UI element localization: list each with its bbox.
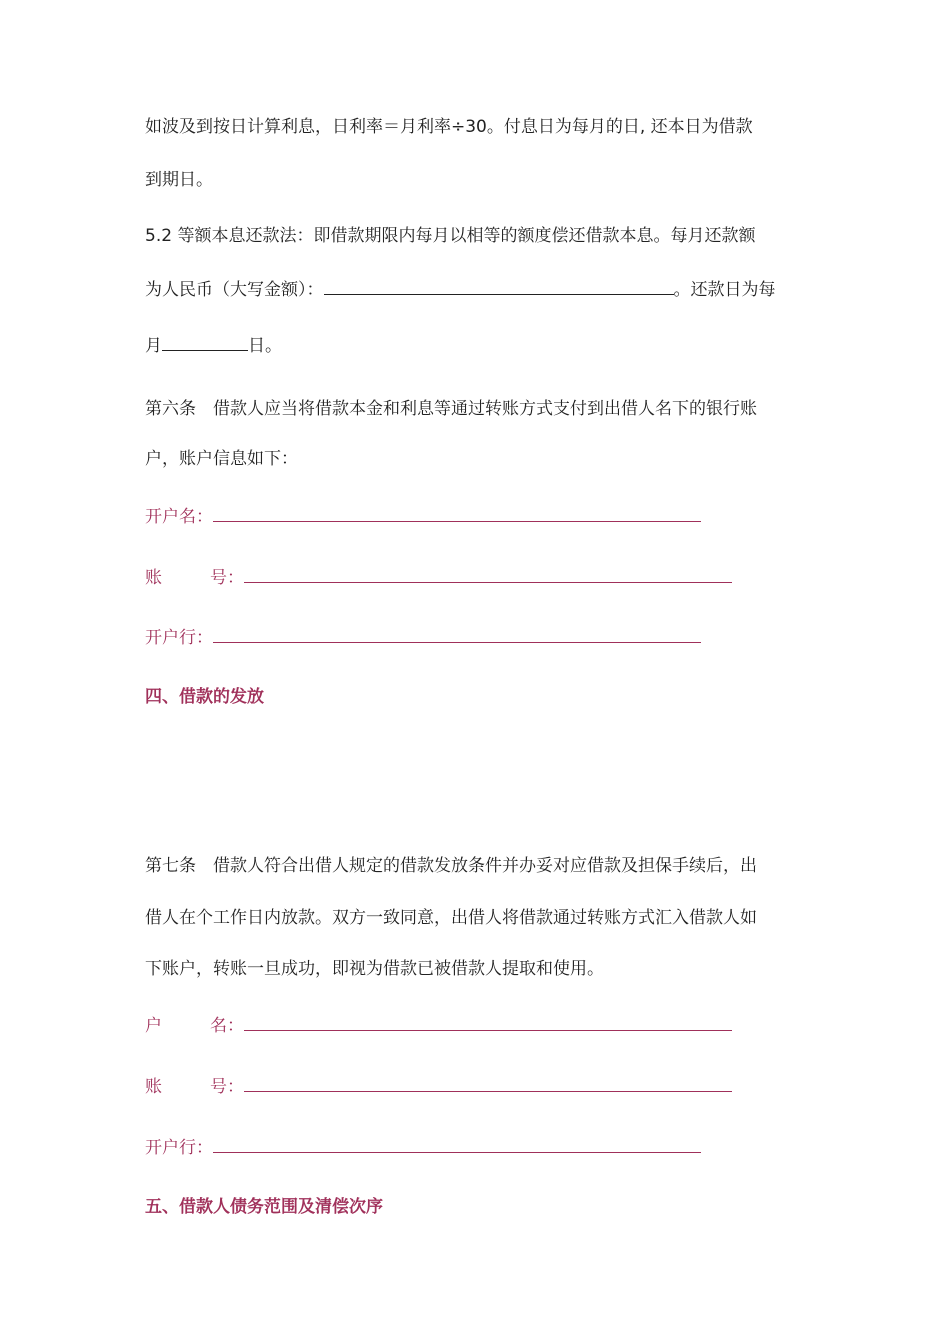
borrower-account-name-row (145, 1012, 732, 1038)
paragraph-equal-installment-line1: 5.2 等额本息还款法：即借款期限内每月以相等的额度偿还借款本息。每月还款额 (145, 226, 756, 246)
amount-label: 为人民币（大写金额）： (145, 280, 324, 300)
borrower-account-name-blank[interactable] (244, 1012, 732, 1031)
repayment-day-label: 。还款日为每 (673, 280, 776, 300)
repayment-day-blank[interactable] (162, 332, 248, 351)
article-six-line1: 第六条 借款人应当将借款本金和利息等通过转账方式支付到出借人名下的银行账 (145, 399, 757, 419)
borrower-account-name-label-b: 名： (210, 1016, 244, 1036)
borrower-account-number-label-a: 账 (145, 1077, 162, 1097)
lender-account-number-row (145, 564, 732, 590)
borrower-account-number-row (145, 1073, 732, 1099)
lender-account-name-label: 开户名： (145, 507, 213, 527)
day-label: 日。 (248, 336, 282, 356)
lender-bank-row (145, 624, 701, 650)
article-seven-line2: 借人在个工作日内放款。双方一致同意，出借人将借款通过转账方式汇入借款人如 (145, 908, 757, 928)
borrower-account-name-label-a: 户 (145, 1016, 162, 1036)
paragraph-equal-installment-line2 (145, 276, 776, 302)
section-five-heading: 五、借款人债务范围及清偿次序 (145, 1197, 383, 1217)
borrower-bank-label: 开户行： (145, 1138, 213, 1158)
borrower-account-number-blank[interactable] (244, 1073, 732, 1092)
lender-account-name-row (145, 503, 701, 529)
article-seven-line1: 第七条 借款人符合出借人规定的借款发放条件并办妥对应借款及担保手续后，出 (145, 856, 757, 876)
lender-account-name-blank[interactable] (213, 503, 701, 522)
section-four-heading: 四、借款的发放 (145, 687, 264, 707)
lender-account-number-blank[interactable] (244, 564, 732, 583)
borrower-bank-row (145, 1134, 701, 1160)
lender-account-number-label-b: 号： (210, 568, 244, 588)
borrower-account-number-label-b: 号： (210, 1077, 244, 1097)
paragraph-interest-line1: 如波及到按日计算利息，日利率＝月利率÷30。付息日为每月的日, 还本日为借款 (145, 117, 753, 137)
article-six-line2: 户，账户信息如下： (145, 449, 298, 469)
paragraph-equal-installment-line3 (145, 332, 282, 358)
lender-bank-blank[interactable] (213, 624, 701, 643)
borrower-bank-blank[interactable] (213, 1134, 701, 1153)
amount-blank[interactable] (324, 276, 674, 295)
lender-bank-label: 开户行： (145, 628, 213, 648)
lender-account-number-label-a: 账 (145, 568, 162, 588)
month-label: 月 (145, 336, 162, 356)
article-seven-line3: 下账户，转账一旦成功，即视为借款已被借款人提取和使用。 (145, 959, 604, 979)
paragraph-interest-line2: 到期日。 (145, 170, 213, 190)
